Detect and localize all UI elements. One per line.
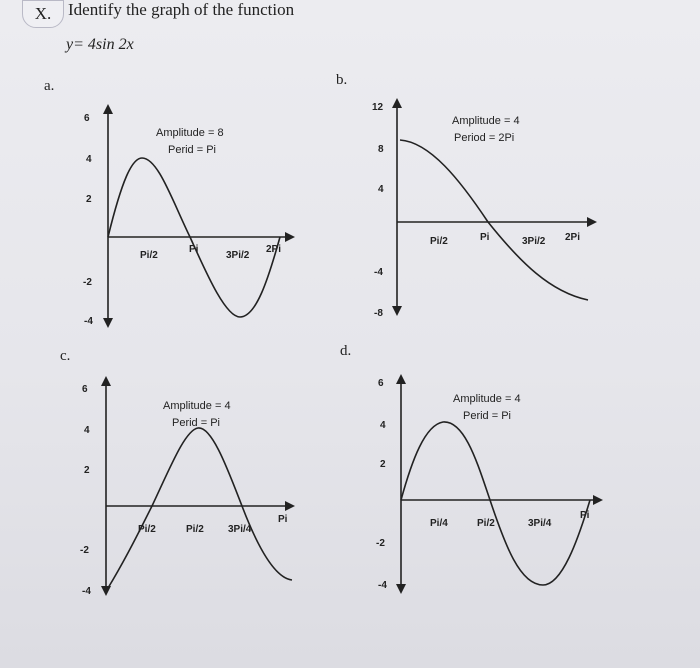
- graph-c-xtick-2: Pi/2: [186, 524, 204, 535]
- graph-d-x-arrow: [593, 495, 603, 505]
- graph-d-xtick-pi-4: Pi/4: [430, 518, 448, 529]
- graph-d-ytick-neg4: -4: [378, 580, 387, 591]
- graph-a-period: Perid = Pi: [168, 144, 216, 156]
- graph-b-xtick-3pi-2: 3Pi/2: [522, 236, 546, 247]
- graph-d-xtick-pi-2: Pi/2: [477, 518, 495, 529]
- graph-d-ytick-6: 6: [378, 378, 384, 389]
- graph-c-xtick-1: Pi/2: [138, 524, 156, 535]
- option-label-d: d.: [340, 343, 352, 359]
- graph-c-amplitude: Amplitude = 4: [163, 400, 231, 412]
- graph-a-ytick-4: 4: [86, 154, 92, 165]
- graph-c-ytick-2: 2: [84, 465, 90, 476]
- graph-b-period: Period = 2Pi: [454, 132, 515, 144]
- graph-c-period: Perid = Pi: [172, 417, 220, 429]
- graph-d-y-arrow-down: [396, 584, 406, 594]
- graph-a-xtick-pi-2: Pi/2: [140, 250, 158, 261]
- question-equation: y= 4sin 2x: [66, 36, 134, 53]
- graph-c-ytick-4: 4: [84, 425, 90, 436]
- question-instruction: Identify the graph of the function: [68, 0, 295, 19]
- graph-a-xtick-2pi: 2Pi: [266, 244, 282, 255]
- graph-a-ytick-neg4: -4: [84, 316, 93, 327]
- graph-d-ytick-neg2: -2: [376, 538, 385, 549]
- graph-a-xtick-pi: Pi: [189, 244, 199, 255]
- graph-c-xtick-4: Pi: [278, 514, 288, 525]
- graph-d-xtick-3pi-4: 3Pi/4: [528, 518, 552, 529]
- graph-c-xtick-3: 3Pi/4: [228, 524, 252, 535]
- graph-d-ytick-4: 4: [380, 420, 386, 431]
- graph-c-ytick-neg4: -4: [82, 586, 91, 597]
- question-number: X.: [22, 0, 64, 28]
- graph-b-ytick-8: 8: [378, 144, 384, 155]
- graph-b-xtick-pi-2: Pi/2: [430, 236, 448, 247]
- graph-a-ytick-2: 2: [86, 194, 92, 205]
- graph-b-amplitude: Amplitude = 4: [452, 115, 520, 127]
- graph-b-ytick-12: 12: [372, 102, 384, 113]
- graph-b-xtick-2pi: 2Pi: [565, 232, 581, 243]
- graph-a-ytick-6: 6: [84, 113, 90, 124]
- graph-b-ytick-neg4: -4: [374, 267, 383, 278]
- graph-c-ytick-neg2: -2: [80, 545, 89, 556]
- graph-a-ytick-neg2: -2: [83, 277, 92, 288]
- graph-a-amplitude: Amplitude = 8: [156, 127, 224, 139]
- graph-d-ytick-2: 2: [380, 459, 386, 470]
- option-label-a: a.: [44, 78, 55, 94]
- graph-b-ytick-4: 4: [378, 184, 384, 195]
- graph-d-xtick-pi: Pi: [580, 510, 590, 521]
- graph-d-curve: [401, 422, 590, 585]
- graph-d-amplitude: Amplitude = 4: [453, 393, 521, 405]
- graph-a-xtick-3pi-2: 3Pi/2: [226, 250, 250, 261]
- graph-c-ytick-6: 6: [82, 384, 88, 395]
- graph-b-xtick-pi: Pi: [480, 232, 490, 243]
- option-label-b: b.: [336, 72, 348, 88]
- graph-d-y-arrow-up: [396, 374, 406, 384]
- option-label-c: c.: [60, 348, 71, 364]
- graph-b-ytick-neg8: -8: [374, 308, 383, 319]
- graph-d-period: Perid = Pi: [463, 410, 511, 422]
